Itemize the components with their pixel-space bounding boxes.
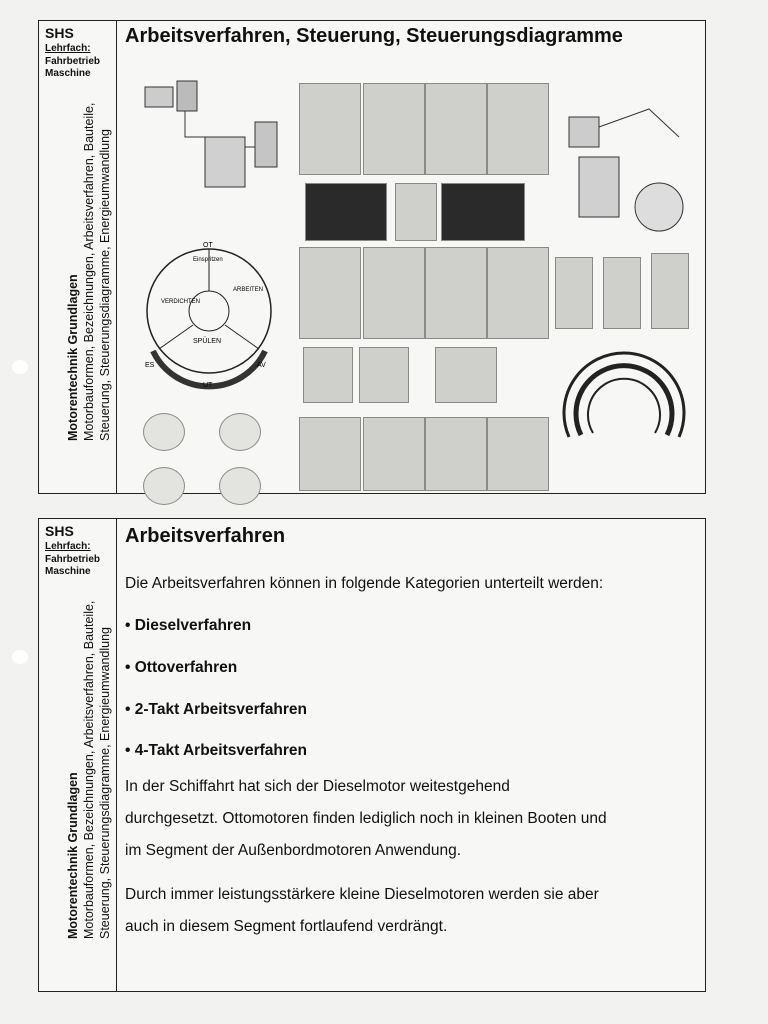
engine-cutaway-image (487, 247, 549, 339)
engine-cutaway-image (299, 247, 361, 339)
valve-image (303, 347, 353, 403)
cylinder-image (555, 257, 593, 329)
cylinder-head-image (435, 347, 497, 403)
course-code: SHS (45, 25, 74, 41)
engine-cutaway-image (425, 247, 487, 339)
punch-hole (12, 650, 28, 664)
punch-hole (12, 360, 28, 374)
slide-bottom (38, 518, 706, 992)
topic-line-1: Motorentechnik Grundlagen (66, 274, 80, 441)
crank-diagram (219, 413, 261, 451)
slide-title: Arbeitsverfahren (125, 525, 286, 547)
slide-sidebar (39, 21, 117, 493)
injector-photo (395, 183, 437, 241)
topic-line-3: Steuerung, Steuerungsdiagramme, Energieumwandlung (98, 129, 112, 441)
vertical-topic-text (65, 21, 113, 441)
intro-text: Die Arbeitsverfahren können in folgende Kategorien unterteilt werden: (125, 575, 604, 592)
engine-photo (441, 183, 525, 241)
bullet-item: • Ottoverfahren (125, 659, 238, 676)
label-verdichten: VERDICHTEN (161, 299, 201, 305)
topic-line-1: Motorentechnik Grundlagen (66, 772, 80, 939)
topic-line-2: Motorbauformen, Bezeichnungen, Arbeitsverfahren, Bauteile, (82, 600, 96, 939)
subject-line-1: Fahrbetrieb (45, 56, 101, 67)
paragraph-line: im Segment der Außenbordmotoren Anwendung. (125, 842, 462, 859)
paragraph-2 (125, 879, 695, 943)
label-es: ES (145, 362, 155, 369)
subject-line-2: Maschine (45, 68, 91, 79)
label-av: AV (257, 362, 266, 369)
engine-cutaway-image (363, 247, 425, 339)
label-arbeiten: ARBEITEN (233, 287, 264, 293)
engine-photo (305, 183, 387, 241)
course-code: SHS (45, 523, 74, 539)
crank-diagram (143, 467, 185, 505)
crank-diagram (219, 467, 261, 505)
two-stroke-image (425, 417, 487, 491)
label-ot: OT (203, 242, 213, 249)
bullet-item: • 4-Takt Arbeitsverfahren (125, 742, 308, 759)
topic-line-3: Steuerung, Steuerungsdiagramme, Energieumwandlung (98, 627, 112, 939)
slide-title: Arbeitsverfahren, Steuerung, Steuerungsdiagramme (125, 25, 623, 47)
paragraph-line: auch in diesem Segment fortlaufend verdrängt. (125, 918, 448, 935)
bullet-item: • Dieselverfahren (125, 617, 252, 634)
paragraph-line: Durch immer leistungsstärkere kleine Dieselmotoren werden sie aber (125, 886, 599, 903)
cylinder-image (603, 257, 641, 329)
cylinder-image (651, 253, 689, 329)
lehrfach-label: Lehrfach: (45, 43, 91, 54)
vertical-topic-text (65, 519, 113, 939)
engine-cutaway-image (299, 83, 361, 175)
engine-cutaway-image (425, 83, 487, 175)
valve-timing-spiral (549, 347, 699, 487)
figure-collage (119, 57, 705, 491)
subject-line-2: Maschine (45, 566, 91, 577)
timing-diagram (145, 241, 285, 391)
topic-line-2: Motorbauformen, Bezeichnungen, Arbeitsverfahren, Bauteile, (82, 102, 96, 441)
valve-image (359, 347, 409, 403)
fuel-system-diagram (125, 67, 285, 197)
slide-sidebar (39, 519, 117, 991)
paragraph-line: durchgesetzt. Ottomotoren finden lediglich noch in kleinen Booten und (125, 810, 607, 827)
subject-line-1: Fahrbetrieb (45, 554, 101, 565)
label-einspritzen: Einspritzen (193, 257, 223, 263)
crank-diagram (143, 413, 185, 451)
engine-cutaway-image (363, 83, 425, 175)
bullet-item: • 2-Takt Arbeitsverfahren (125, 701, 308, 718)
label-ut: UT (203, 382, 213, 389)
two-stroke-image (363, 417, 425, 491)
ignition-system-diagram (539, 97, 699, 237)
label-spuelen: SPÜLEN (193, 338, 222, 345)
slide-top (38, 20, 706, 494)
paragraph-1 (125, 771, 695, 867)
two-stroke-image (299, 417, 361, 491)
two-stroke-image (487, 417, 549, 491)
lehrfach-label: Lehrfach: (45, 541, 91, 552)
paragraph-line: In der Schiffahrt hat sich der Dieselmotor weitestgehend (125, 778, 510, 795)
